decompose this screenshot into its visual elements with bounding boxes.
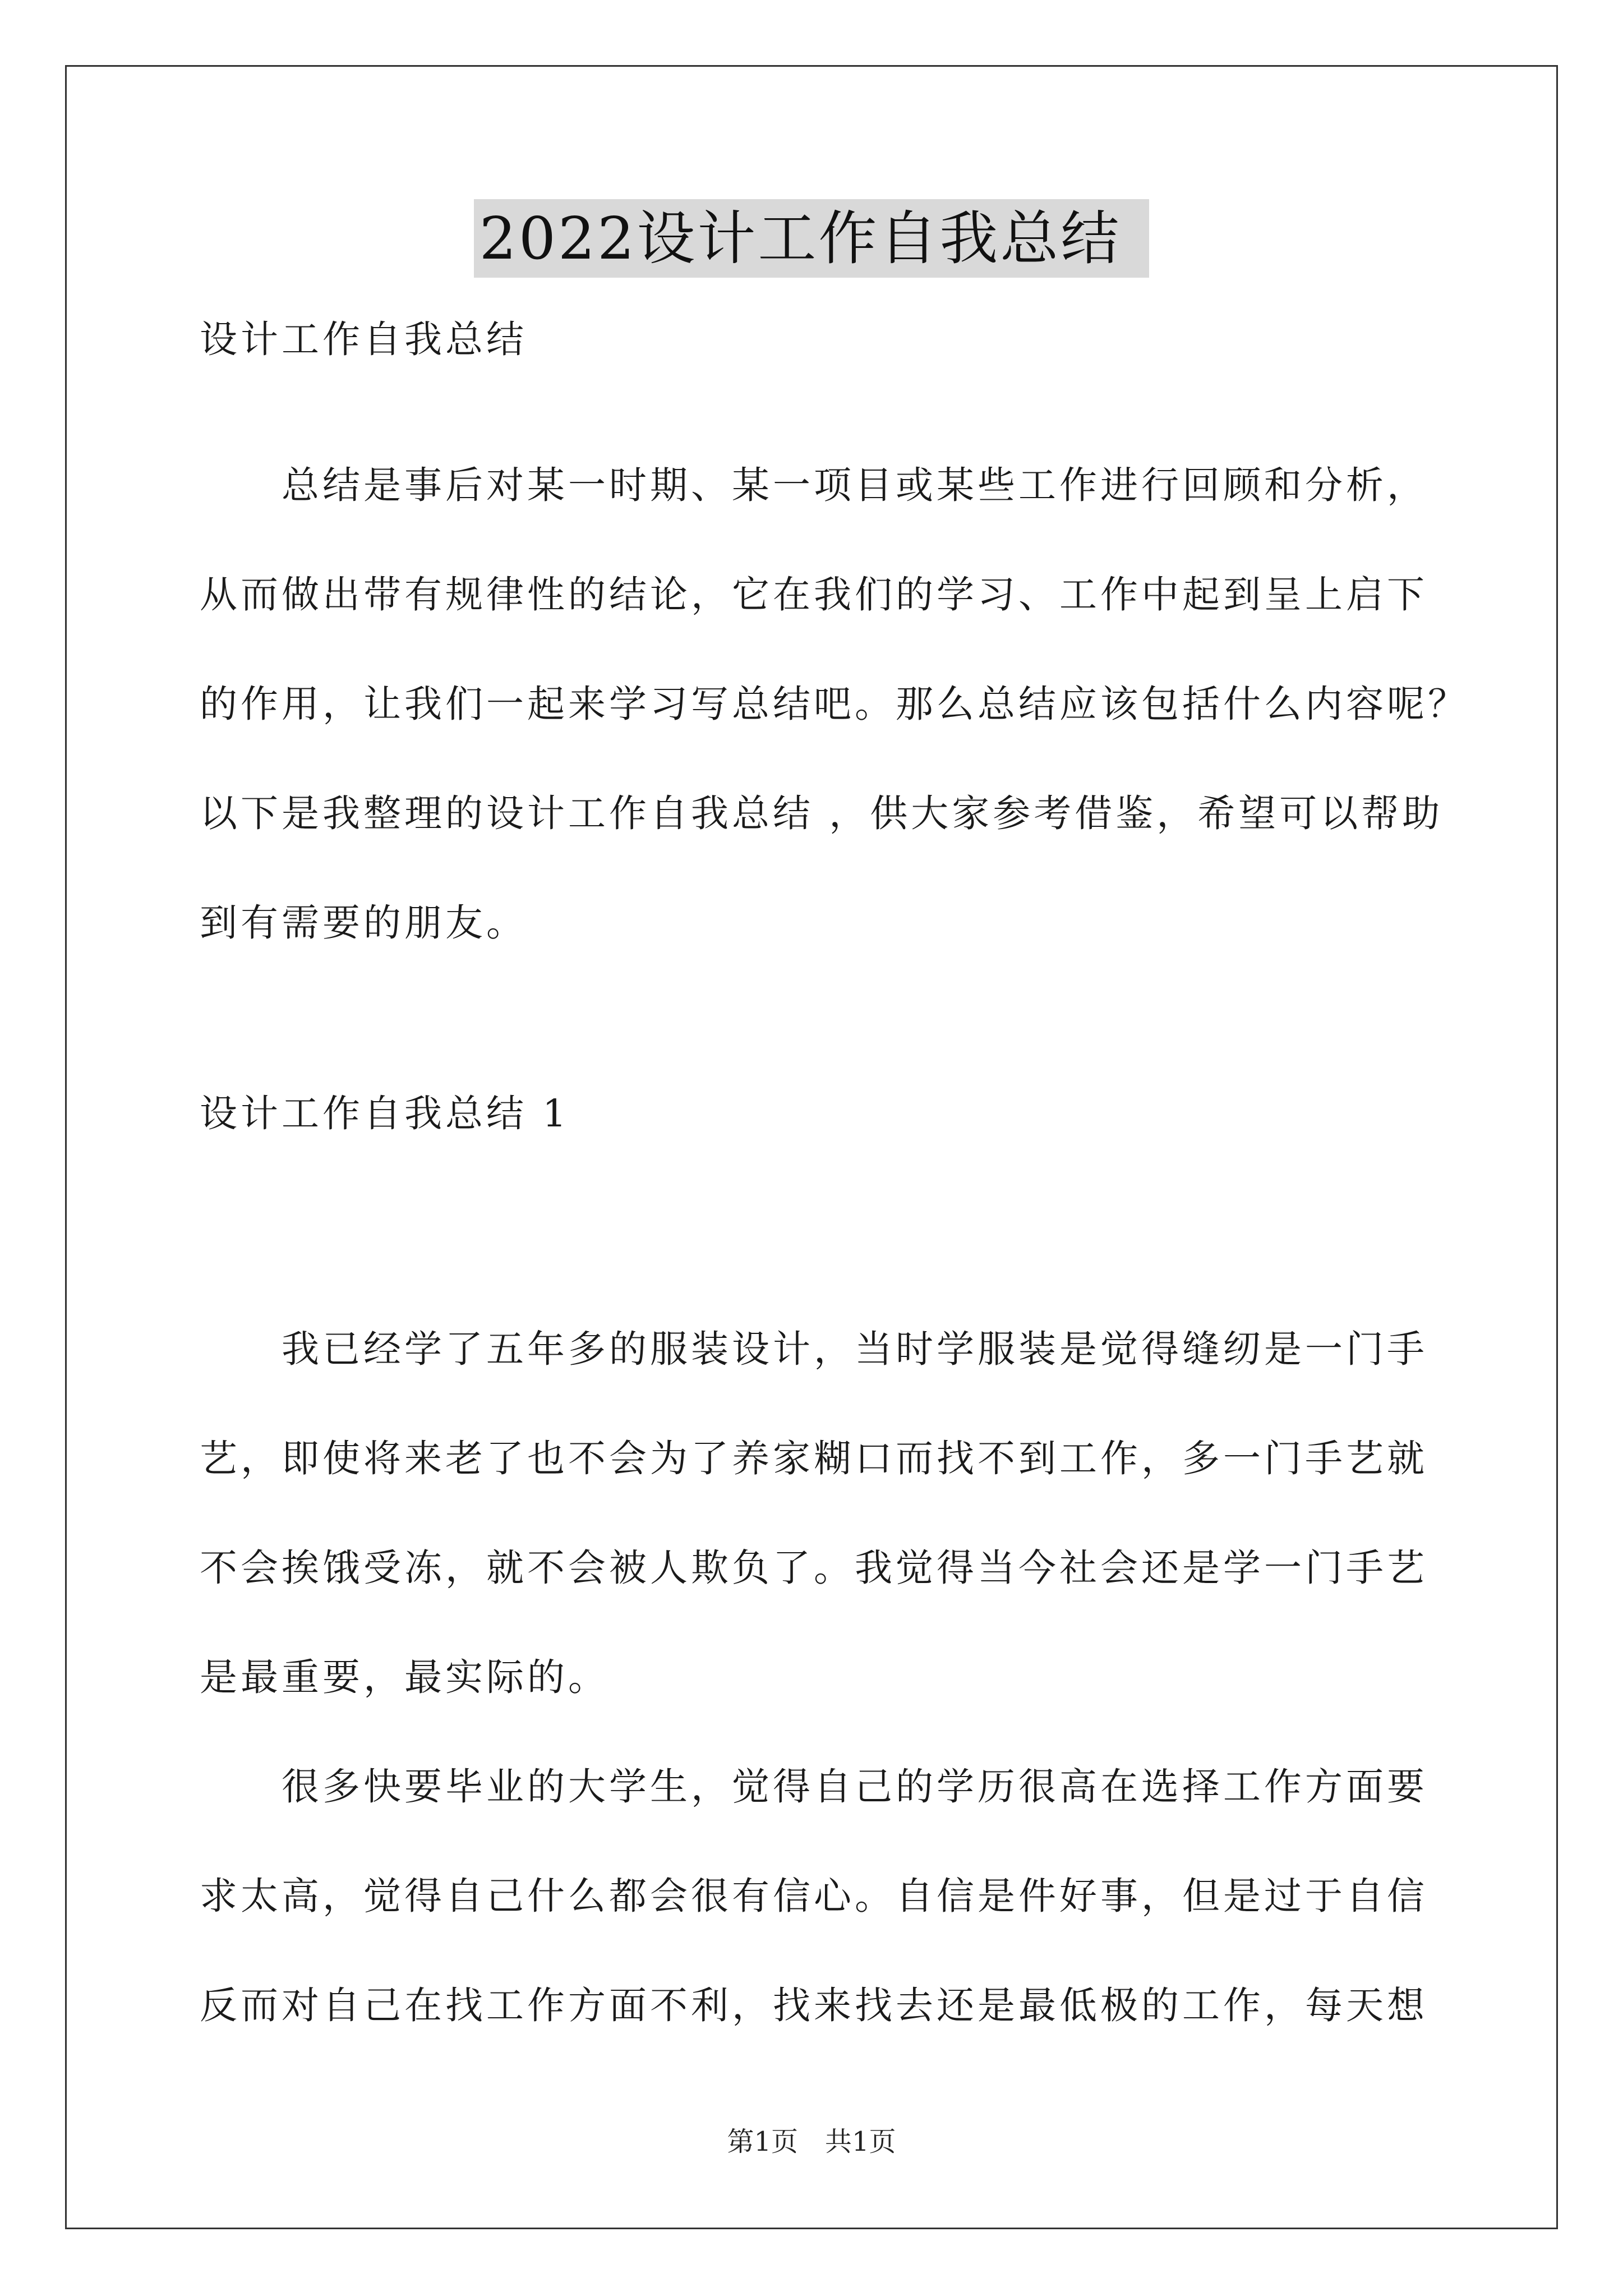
- page-footer: 第1页 共1页: [727, 2126, 896, 2157]
- paragraph-line: 不会挨饿受冻，就不会被人欺负了。我觉得当今社会还是学一门手艺: [200, 1546, 1428, 1590]
- document-title: 2022设计工作自我总结: [474, 199, 1150, 278]
- paragraph-line: 艺，即使将来老了也不会为了养家糊口而找不到工作，多一门手艺就: [200, 1437, 1428, 1480]
- section-heading: 设计工作自我总结: [200, 318, 527, 361]
- paragraph-line: 很多快要毕业的大学生，觉得自己的学历很高在选择工作方面要: [200, 1765, 1428, 1809]
- paragraph-line: 以下是我整理的设计工作自我总结 ，供大家参考借鉴，希望可以帮助: [200, 792, 1444, 835]
- paragraph-line: 到有需要的朋友。: [200, 901, 527, 945]
- section-heading: 设计工作自我总结 1: [200, 1092, 570, 1135]
- title-container: [0, 199, 1623, 278]
- paragraph-line: 反而对自己在找工作方面不利，找来找去还是最低极的工作，每天想: [200, 1984, 1428, 2027]
- paragraph-line: 总结是事后对某一时期、某一项目或某些工作进行回顾和分析，: [200, 463, 1428, 507]
- paragraph-line: 求太高，觉得自己什么都会很有信心。自信是件好事，但是过于自信: [200, 1874, 1428, 1918]
- paragraph-line: 从而做出带有规律性的结论，它在我们的学习、工作中起到呈上启下: [200, 573, 1428, 616]
- paragraph-line: 我已经学了五年多的服装设计，当时学服装是觉得缝纫是一门手: [200, 1327, 1428, 1371]
- paragraph-line: 的作用，让我们一起来学习写总结吧。那么总结应该包括什么内容呢？: [200, 682, 1469, 726]
- paragraph-line: 是最重要，最实际的。: [200, 1655, 609, 1699]
